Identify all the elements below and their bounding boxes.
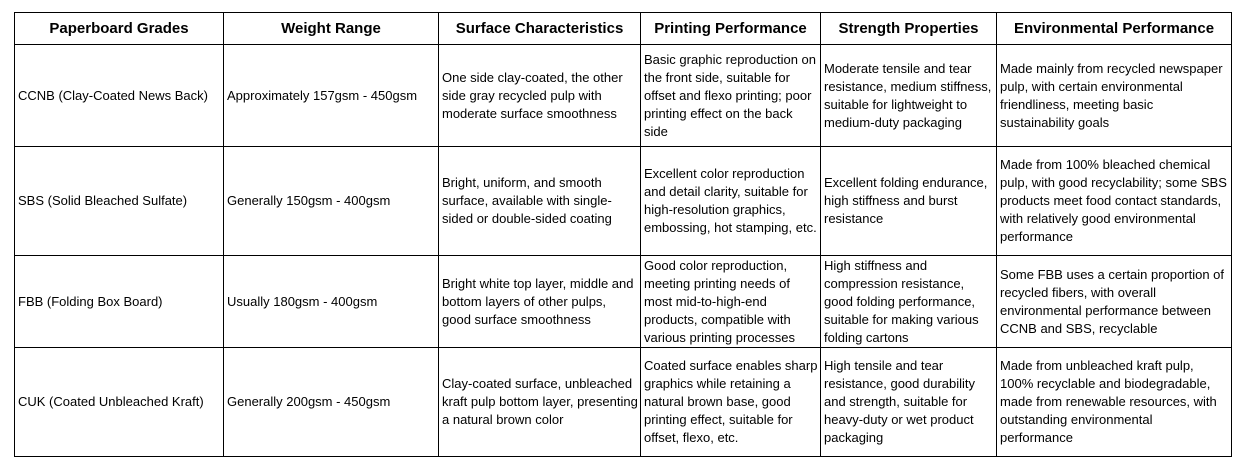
cell-weight-range: Generally 150gsm - 400gsm	[224, 147, 439, 256]
paperboard-comparison-table	[14, 12, 1232, 457]
cell-environmental: Made from 100% bleached chemical pulp, with good recyclability; some SBS products meet food contact standards, with relatively good environmental performance	[997, 147, 1232, 256]
cell-printing: Good color reproduction, meeting printing needs of most mid-to-high-end products, compatible with various printing processes	[641, 256, 821, 348]
table-row	[15, 45, 1232, 147]
cell-surface: One side clay-coated, the other side gray recycled pulp with moderate surface smoothness	[439, 45, 641, 147]
table-row	[15, 147, 1232, 256]
cell-surface: Bright white top layer, middle and bottom layers of other pulps, good surface smoothness	[439, 256, 641, 348]
cell-strength: High stiffness and compression resistance, good folding performance, suitable for making various folding cartons	[821, 256, 997, 348]
cell-weight-range: Usually 180gsm - 400gsm	[224, 256, 439, 348]
cell-grade: FBB (Folding Box Board)	[15, 256, 224, 348]
cell-strength: Excellent folding endurance, high stiffness and burst resistance	[821, 147, 997, 256]
cell-strength: Moderate tensile and tear resistance, medium stiffness, suitable for lightweight to medium-duty packaging	[821, 45, 997, 147]
cell-weight-range: Generally 200gsm - 450gsm	[224, 348, 439, 457]
header-paperboard-grades: Paperboard Grades	[15, 13, 224, 45]
cell-grade: CUK (Coated Unbleached Kraft)	[15, 348, 224, 457]
cell-strength: High tensile and tear resistance, good durability and strength, suitable for heavy-duty or wet product packaging	[821, 348, 997, 457]
cell-printing: Excellent color reproduction and detail clarity, suitable for high-resolution graphics, embossing, hot stamping, etc.	[641, 147, 821, 256]
header-surface-characteristics: Surface Characteristics	[439, 13, 641, 45]
cell-environmental: Some FBB uses a certain proportion of recycled fibers, with overall environmental performance between CCNB and SBS, recyclable	[997, 256, 1232, 348]
table-row	[15, 256, 1232, 348]
cell-grade: SBS (Solid Bleached Sulfate)	[15, 147, 224, 256]
header-printing-performance: Printing Performance	[641, 13, 821, 45]
cell-environmental: Made mainly from recycled newspaper pulp, with certain environmental friendliness, meeting basic sustainability goals	[997, 45, 1232, 147]
cell-surface: Clay-coated surface, unbleached kraft pulp bottom layer, presenting a natural brown color	[439, 348, 641, 457]
table-row	[15, 348, 1232, 457]
header-strength-properties: Strength Properties	[821, 13, 997, 45]
cell-weight-range: Approximately 157gsm - 450gsm	[224, 45, 439, 147]
header-weight-range: Weight Range	[224, 13, 439, 45]
header-row	[15, 13, 1232, 45]
cell-printing: Basic graphic reproduction on the front side, suitable for offset and flexo printing; poor printing effect on the back side	[641, 45, 821, 147]
cell-environmental: Made from unbleached kraft pulp, 100% recyclable and biodegradable, made from renewable resources, with outstanding environmental performance	[997, 348, 1232, 457]
cell-grade: CCNB (Clay-Coated News Back)	[15, 45, 224, 147]
cell-printing: Coated surface enables sharp graphics while retaining a natural brown base, good printing effect, suitable for offset, flexo, etc.	[641, 348, 821, 457]
comparison-table-container	[14, 12, 1232, 457]
header-environmental-performance: Environmental Performance	[997, 13, 1232, 45]
cell-surface: Bright, uniform, and smooth surface, available with single-sided or double-sided coating	[439, 147, 641, 256]
